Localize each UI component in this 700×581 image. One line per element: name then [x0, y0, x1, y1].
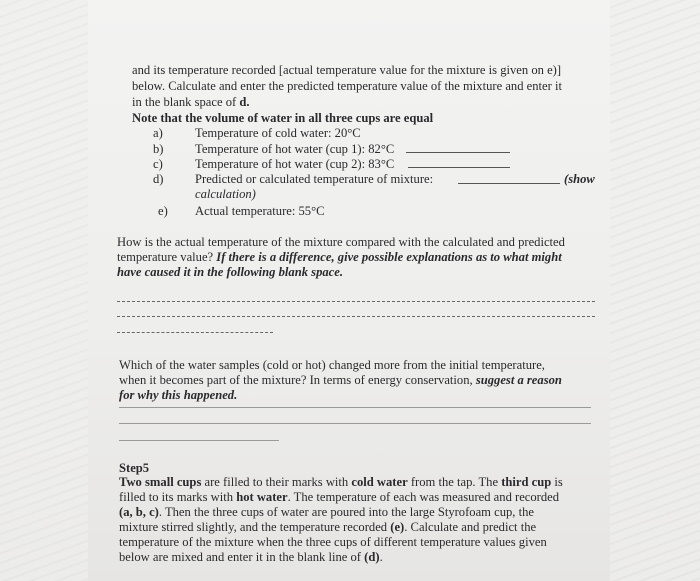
item-letter-b: b) [153, 142, 164, 156]
paper-texture-right [610, 0, 700, 581]
question1-line-3: have caused it in the following blank space. [117, 265, 343, 279]
question1-line-2 [117, 249, 562, 265]
item-c-blank[interactable] [408, 167, 510, 168]
step5-two-small-cups: Two small cups [119, 475, 202, 489]
intro-line-3-text: in the blank space of [132, 95, 240, 109]
volume-note: Note that the volume of water in all three cups are equal [132, 111, 434, 125]
question2-line-2-text: when it becomes part of the mixture? In terms of energy conservation, [119, 373, 476, 387]
question2-line-1: Which of the water samples (cold or hot) changed more from the initial temperature, [119, 358, 545, 372]
step5-line-6-text-a: below are mixed and enter it in the blank line of [119, 550, 365, 564]
question2-line-3: for why this happened. [119, 388, 238, 402]
step5-line-4 [119, 519, 536, 535]
item-d-show: (show [564, 172, 595, 186]
item-text-e: Actual temperature: 55°C [195, 204, 325, 218]
step5-line-1-text-a: are filled to their marks with [201, 475, 352, 489]
step5-line-1-text-c: is [551, 475, 563, 489]
question1-line-1: How is the actual temperature of the mixture compared with the calculated and predicted [117, 235, 565, 249]
step5-line-6 [119, 549, 383, 565]
item-letter-d: d) [153, 172, 164, 186]
step5-cold-water: cold water [351, 475, 408, 489]
step5-heading: Step5 [119, 461, 150, 475]
answer1-line-3[interactable] [117, 332, 273, 333]
step5-line-2-text-a: filled to its marks with [119, 490, 237, 504]
intro-line-2: below. Calculate and enter the predicted temperature value of the mixture and enter it [132, 79, 562, 93]
intro-line-3 [132, 94, 250, 110]
step5-third-cup: third cup [501, 475, 552, 489]
item-text-b: Temperature of hot water (cup 1): 82°C [195, 142, 395, 156]
item-text-a: Temperature of cold water: 20°C [195, 126, 361, 140]
question1-line-2-text: temperature value? [117, 250, 217, 264]
step5-line-1-text-b: from the tap. The [407, 475, 502, 489]
step5-line-3-text: . Then the three cups of water are poured into the large Styrofoam cup, the [158, 505, 534, 519]
step5-e: (e) [390, 520, 405, 534]
step5-line-1 [119, 474, 563, 490]
question2-line-2-emphasis: suggest a reason [475, 373, 562, 387]
question2-line-2 [119, 372, 562, 388]
question1-line-2-emphasis: If there is a difference, give possible explanations as to what might [216, 250, 562, 264]
paper-texture-left [0, 0, 88, 581]
step5-line-4-text-a: mixture stirred slightly, and the temperature recorded [119, 520, 391, 534]
item-letter-c: c) [153, 157, 163, 171]
step5-line-2-text-b: . The temperature of each was measured and recorded [287, 490, 560, 504]
step5-abc: (a, b, c) [119, 505, 159, 519]
step5-line-5: temperature of the mixture when the three cups of different temperature values given [119, 535, 547, 549]
step5-d: (d) [364, 550, 380, 564]
item-text-c: Temperature of hot water (cup 2): 83°C [195, 157, 395, 171]
step5-line-2 [119, 489, 559, 505]
answer2-line-3[interactable] [119, 440, 279, 441]
item-letter-a: a) [153, 126, 163, 140]
answer1-line-1[interactable] [117, 301, 595, 302]
item-b-blank[interactable] [406, 152, 510, 153]
item-text-d: Predicted or calculated temperature of mixture: [195, 172, 434, 186]
item-d-calculation: calculation) [195, 187, 256, 201]
intro-line-1: and its temperature recorded [actual temperature value for the mixture is given on e)] [132, 63, 562, 77]
item-letter-e: e) [158, 204, 168, 218]
step5-line-4-text-b: . Calculate and predict the [404, 520, 537, 534]
answer1-line-2[interactable] [117, 316, 595, 317]
answer2-line-2[interactable] [119, 423, 591, 424]
step5-line-6-text-b: . [379, 550, 383, 564]
intro-line-3-bold: d. [239, 95, 250, 109]
step5-line-3 [119, 504, 534, 520]
item-d-blank[interactable] [458, 183, 560, 184]
step5-hot-water: hot water [236, 490, 288, 504]
answer2-line-1[interactable] [119, 407, 591, 408]
